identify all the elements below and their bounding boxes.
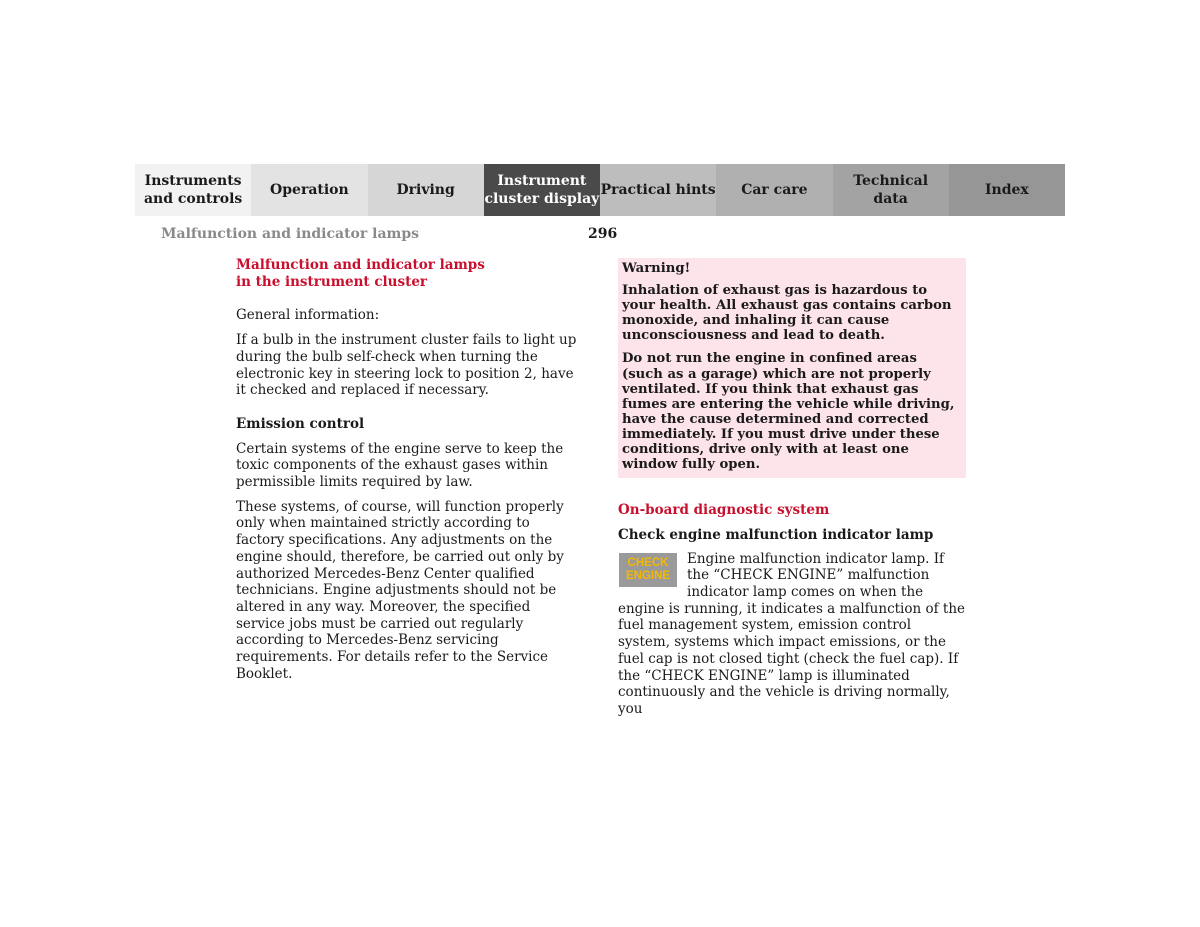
right-column: [618, 258, 966, 718]
tab-driving[interactable]: Driving: [368, 164, 484, 216]
chapter-tabs: [135, 164, 1065, 216]
check-engine-heading: Check engine malfunction indicator lamp: [618, 526, 934, 543]
tab-instruments-and-controls[interactable]: Instruments and controls: [135, 164, 251, 216]
warning-box: [618, 258, 966, 478]
check-engine-section: [618, 551, 966, 718]
emission-control-heading: Emission control: [236, 415, 365, 432]
section-title: Malfunction and indicator lamps: [161, 226, 420, 242]
tab-technical-data[interactable]: Technical data: [833, 164, 949, 216]
check-engine-paragraph: Engine malfunction indicator lamp. If the “CHECK ENGINE” malfunction indicator lamp comes on when the engine is running, it indicates a malfunction of the fuel management system, emission control system, systems which impact emissions, or the fuel cap is not closed tight (check the fuel cap). If the “CHECK ENGINE” lamp is illuminated continuously and the vehicle is driving normally, you: [618, 550, 966, 717]
left-column: [236, 257, 581, 682]
warning-title: Warning!: [622, 261, 691, 276]
obd-heading: On-board diagnostic system: [618, 502, 830, 519]
systems-paragraph: These systems, of course, will function properly only when maintained strictly according to factory specifications. Any adjustments on the engine should, therefore, be carried out only by authorized Mercedes-Benz Center qualified technicians. Engine adjustments should not be altered in any way. Moreover, the specified service jobs must be carried out regularly according to Mercedes-Benz servicing requirements. For details refer to the Service Booklet.: [236, 498, 564, 682]
tab-operation[interactable]: Operation: [251, 164, 367, 216]
lamp-label-line2: ENGINE: [625, 569, 671, 582]
check-engine-icon: [619, 553, 677, 587]
tab-index[interactable]: Index: [949, 164, 1065, 216]
warning-paragraph-exhaust: Inhalation of exhaust gas is hazardous to your health. All exhaust gas contains carbon monoxide, and inhaling it can cause unconsciousness and lead to death.: [622, 283, 952, 344]
emission-control-paragraph: Certain systems of the engine serve to keep the toxic components of the exhaust gases within permissible limits required by law.: [236, 440, 564, 491]
malfunction-heading: Malfunction and indicator lamps in the instrument cluster: [236, 257, 485, 290]
tab-practical-hints[interactable]: Practical hints: [600, 164, 716, 216]
tab-car-care[interactable]: Car care: [716, 164, 832, 216]
warning-paragraph-ventilation: Do not run the engine in confined areas (such as a garage) which are not properly ventilated. If you think that exhaust gas fumes are entering the vehicle while driving, have the cause determined and corrected immediately. If you must drive under these conditions, drive only with at least one window fully open.: [622, 351, 955, 473]
lamp-label-line1: CHECK: [627, 556, 669, 569]
tab-instrument-cluster-display[interactable]: Instrument cluster display: [484, 164, 600, 216]
page-number: 296: [588, 226, 618, 242]
general-information-label: General information:: [236, 307, 380, 324]
bulb-check-paragraph: If a bulb in the instrument cluster fails to light up during the bulb self-check when turning the electronic key in steering lock to position 2, have it checked and replaced if necessary.: [236, 332, 577, 399]
